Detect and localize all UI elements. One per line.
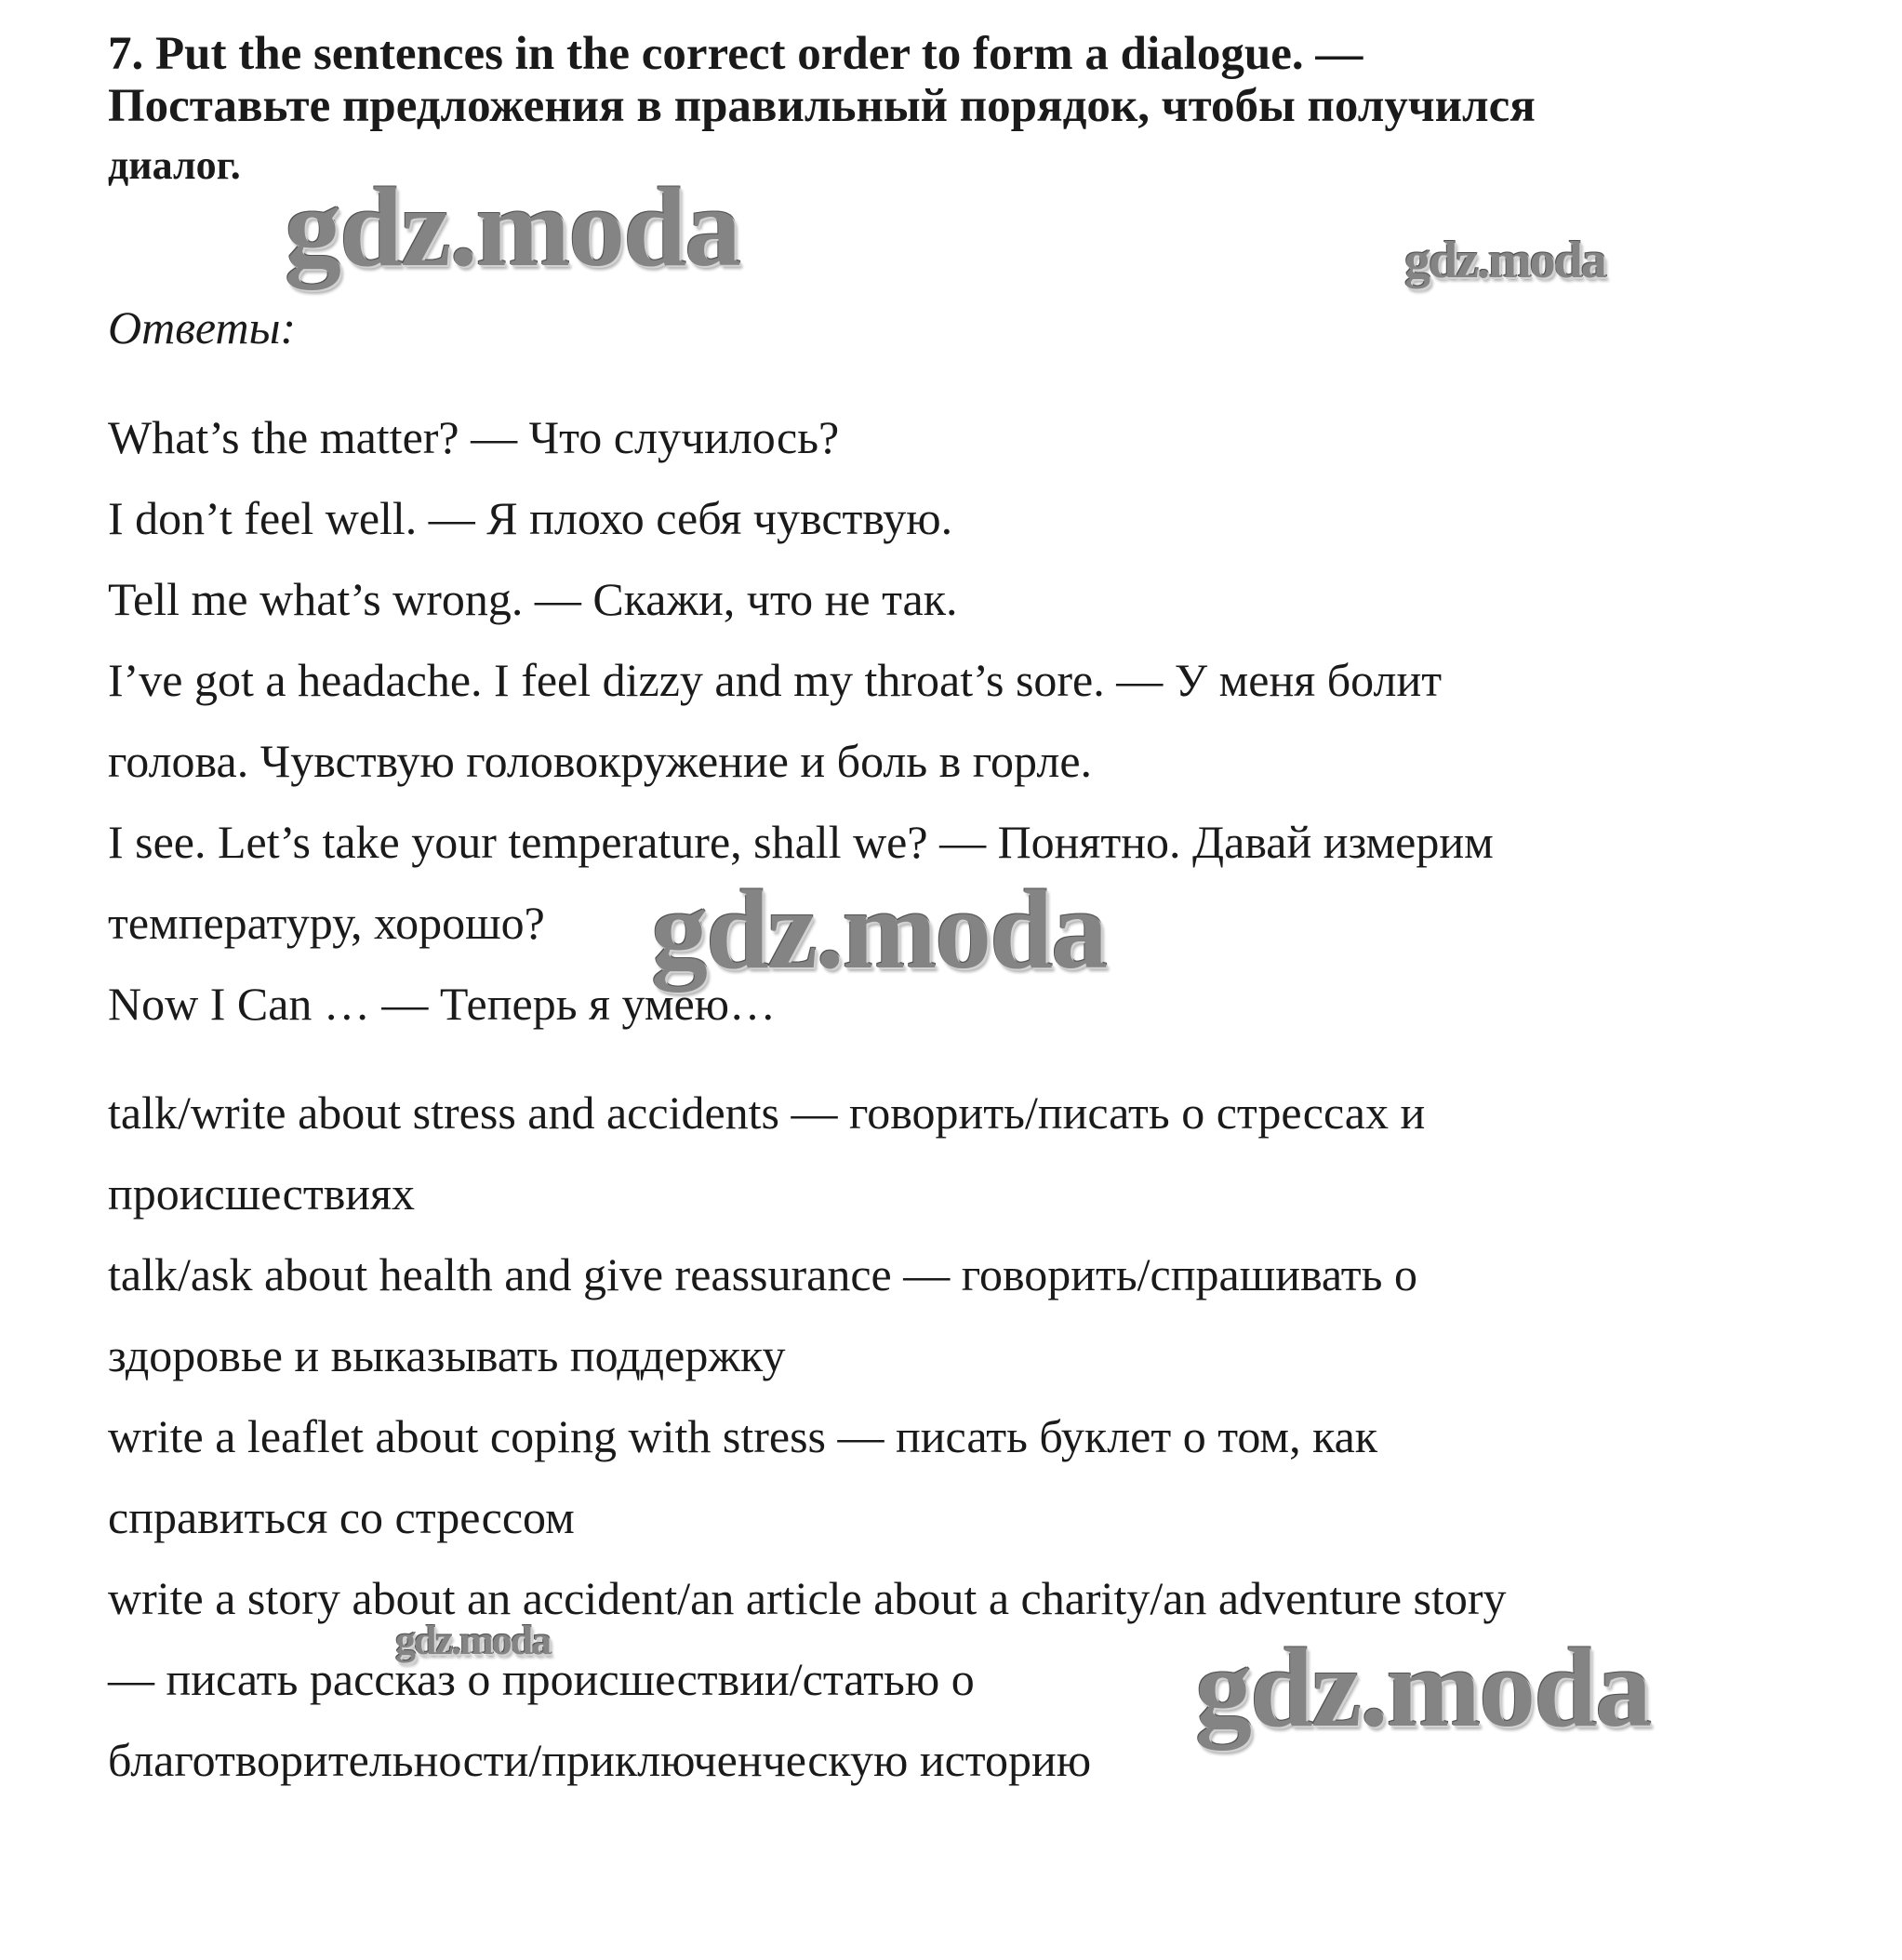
dialogue-line: Tell me what’s wrong. — Скажи, что не так.: [108, 573, 958, 625]
watermark-logo: gdz.moda: [395, 1618, 551, 1663]
can-item-line: write a story about an accident/an article about a charity/an adventure story: [108, 1572, 1507, 1624]
task-heading-ru-line2: диалог.: [108, 142, 241, 188]
watermark-logo: gdz.moda: [1404, 232, 1605, 289]
dialogue-line: температуру, хорошо?: [108, 897, 545, 949]
task-heading-en: 7. Put the sentences in the correct order to form a dialogue. —: [108, 28, 1363, 80]
can-item-line: справиться со стрессом: [108, 1491, 575, 1543]
can-item-line: talk/write about stress and accidents — говорить/писать о стрессах и: [108, 1087, 1426, 1139]
answers-label: Ответы:: [108, 301, 297, 353]
dialogue-line: I’ve got a headache. I feel dizzy and my throat’s sore. — У меня болит: [108, 654, 1443, 706]
can-item-line: talk/ask about health and give reassurance — говорить/спрашивать о: [108, 1248, 1417, 1300]
dialogue-line: I don’t feel well. — Я плохо себя чувствую.: [108, 492, 953, 544]
task-heading-ru-line1: Поставьте предложения в правильный порядок, чтобы получился: [108, 80, 1536, 132]
watermark-logo: gdz.moda: [285, 165, 739, 290]
watermark-logo: gdz.moda: [1195, 1625, 1650, 1751]
dialogue-line: голова. Чувствую головокружение и боль в горле.: [108, 735, 1093, 787]
dialogue-line: I see. Let’s take your temperature, shall we? — Понятно. Давай измерим: [108, 816, 1494, 868]
can-item-line: происшествиях: [108, 1167, 416, 1220]
can-item-line: здоровье и выказывать поддержку: [108, 1329, 786, 1381]
can-item-line: write a leaflet about coping with stress — писать буклет о том, как: [108, 1410, 1378, 1462]
watermark-logo: gdz.moda: [651, 867, 1106, 993]
now-i-can-heading: Now I Can … — Теперь я умею…: [108, 978, 777, 1030]
can-item-line: благотворительности/приключенческую историю: [108, 1734, 1092, 1786]
dialogue-line: What’s the matter? — Что случилось?: [108, 411, 840, 463]
can-item-line: — писать рассказ о происшествии/статью о: [108, 1653, 975, 1705]
